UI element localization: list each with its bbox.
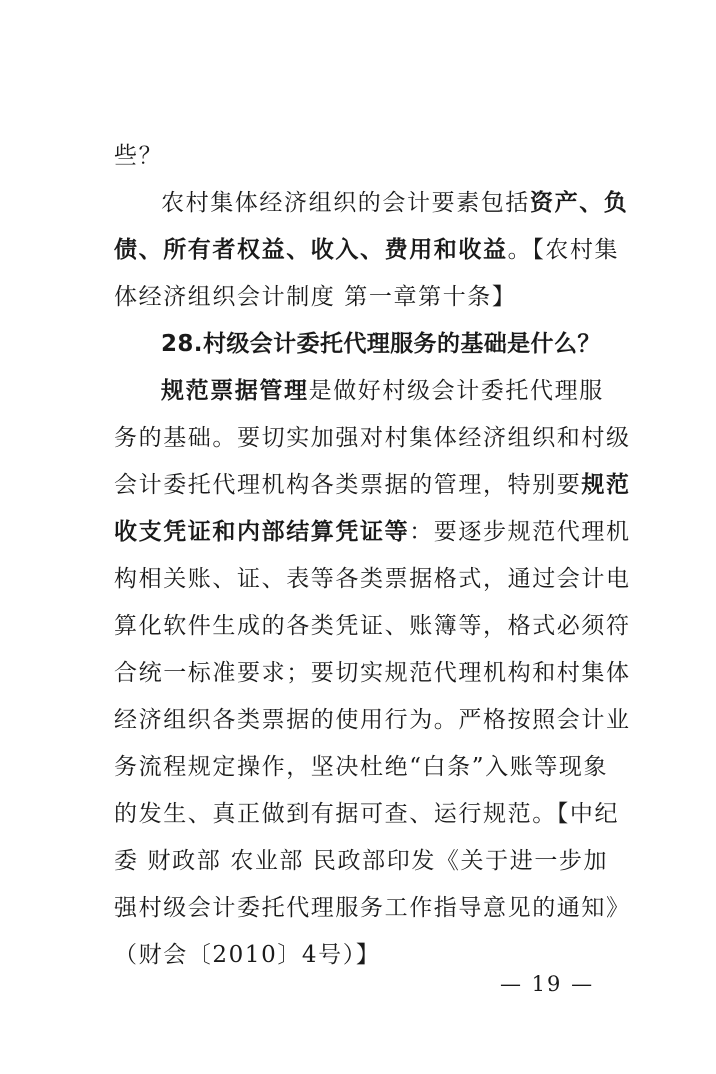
text-span: ：要逐步规范代理机	[409, 519, 631, 545]
text-span: 是做好村级会计委托代理服	[308, 378, 604, 404]
text-line	[114, 133, 614, 180]
paragraph-line	[114, 791, 620, 838]
paragraph-line	[114, 838, 614, 885]
text-span: 构相关账、证、表等各类票据格式，通过会计电	[114, 566, 631, 592]
paragraph-line	[114, 744, 614, 791]
paragraph-line	[114, 556, 631, 603]
text-span: 。【农村集	[507, 237, 620, 263]
citation-text: （财会〔2010〕4号）】	[114, 942, 381, 968]
bold-text-span: 债、所有者权益、收入、费用和收益	[114, 237, 508, 263]
text-span: 会计委托代理机构各类票据的管理，特别要	[114, 472, 582, 498]
text-span: 务的基础。要切实加强对村集体经济组织和村级	[114, 425, 631, 451]
bold-text-span: 资产、负	[530, 190, 629, 216]
paragraph-line	[114, 885, 631, 932]
page-number: — 19 —	[500, 972, 595, 996]
text-span: 委 财政部 农业部 民政部印发《关于进一步加	[114, 848, 609, 874]
text-span: 经济组织各类票据的使用行为。严格按照会计业	[114, 707, 631, 733]
bold-text-span: 规范票据管理	[161, 378, 309, 404]
paragraph-line	[114, 227, 620, 274]
paragraph-line	[114, 697, 631, 744]
paragraph-line	[114, 274, 614, 321]
text-span: 务流程规定操作，坚决杜绝“白条”入账等现象	[114, 754, 609, 780]
document-page	[114, 133, 631, 979]
text-span: 强村级会计委托代理服务工作指导意见的通知》	[114, 895, 631, 921]
text-span: 农村集体经济组织的会计要素包括	[161, 190, 530, 216]
question-text: 28.村级会计委托代理服务的基础是什么？	[161, 331, 601, 357]
text-span: 些？	[114, 143, 164, 169]
paragraph-line	[114, 509, 631, 556]
bold-text-span: 规范	[581, 472, 631, 498]
bold-text-span: 收支凭证和内部结算凭证等	[114, 519, 410, 545]
text-span: 合统一标准要求；要切实规范代理机构和村集体	[114, 660, 631, 686]
paragraph-line	[114, 462, 631, 509]
paragraph-line	[114, 415, 631, 462]
question-heading	[114, 321, 614, 368]
paragraph-line	[114, 603, 631, 650]
paragraph-line	[114, 368, 614, 415]
text-span: 的发生、真正做到有据可查、运行规范。【中纪	[114, 801, 620, 827]
paragraph-line	[114, 180, 629, 227]
text-span: 算化软件生成的各类凭证、账簿等，格式必须符	[114, 613, 631, 639]
citation-text: 体经济组织会计制度 第一章第十条】	[114, 284, 517, 310]
paragraph-line	[114, 650, 631, 697]
